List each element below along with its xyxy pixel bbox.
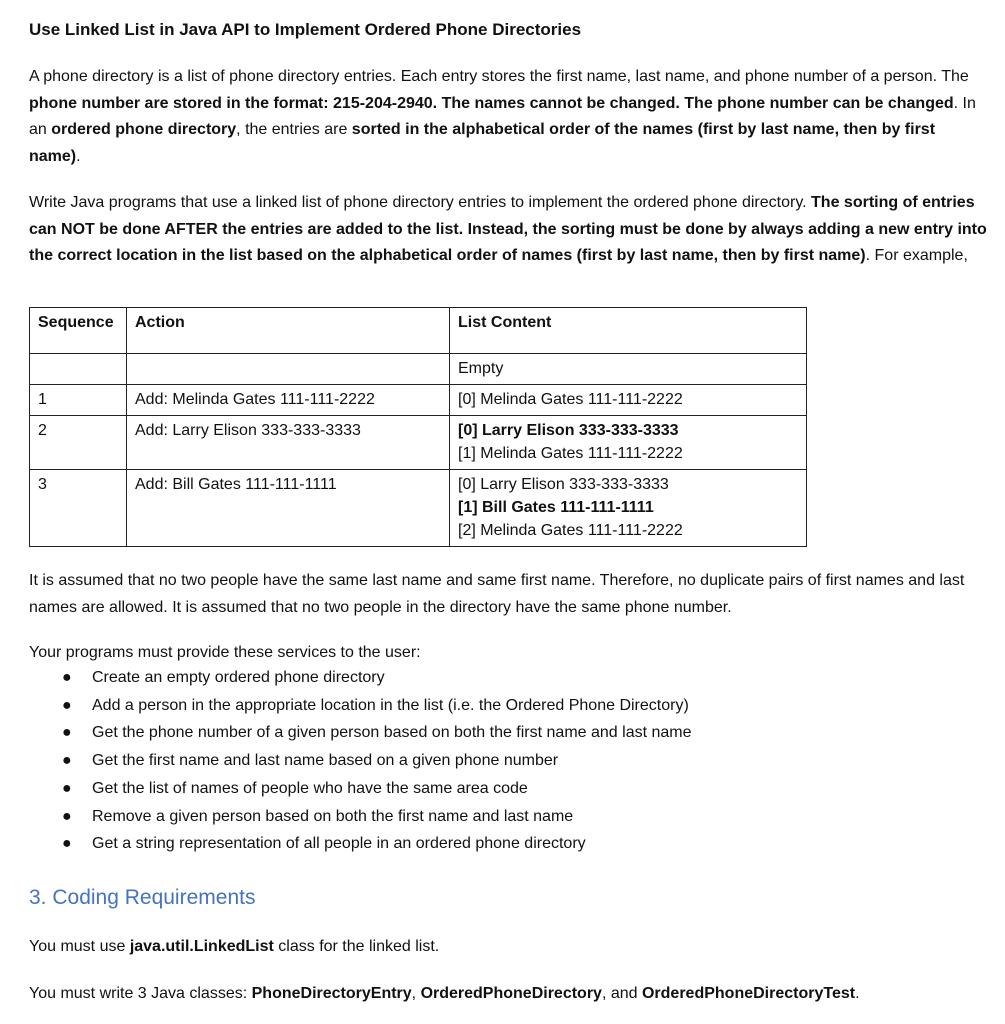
list-item xyxy=(62,692,692,720)
linkedlist-text-2: class for the linked list. xyxy=(273,938,440,955)
table-row xyxy=(30,416,807,470)
header-sequence: Sequence xyxy=(30,308,127,354)
cell-content xyxy=(450,470,807,547)
cell-action: Add: Melinda Gates 111-111-2222 xyxy=(127,385,450,416)
bullet-icon: ● xyxy=(62,696,72,714)
bullet-icon: ● xyxy=(62,669,72,686)
service-text: Get the list of names of people who have the same area code xyxy=(92,779,528,797)
bullet-icon: ● xyxy=(62,724,72,742)
service-text: Create an empty ordered phone directory xyxy=(92,669,385,686)
intro-text-3: , the entries are xyxy=(236,121,352,138)
bullet-icon: ● xyxy=(62,779,72,797)
requirement-paragraph xyxy=(29,190,987,270)
services-list xyxy=(62,664,692,858)
linkedlist-text-1: You must use xyxy=(29,938,130,955)
intro-bold-1: phone number are stored in the format: 215-204-2940. The names cannot be changed. The phone number can be changed xyxy=(29,94,954,112)
cell-sequence xyxy=(30,354,127,385)
content-line-highlight: [0] Larry Elison 333-333-3333 xyxy=(458,422,679,439)
content-line: [0] Melinda Gates 111-111-2222 xyxy=(458,391,683,408)
intro-bold-3: sorted in the alphabetical order of the names (first by last name, then by first name) xyxy=(29,121,936,165)
list-item xyxy=(62,830,692,858)
service-text: Add a person in the appropriate location in the list (i.e. the Ordered Phone Directory) xyxy=(92,696,689,714)
cell-sequence: 3 xyxy=(30,470,127,547)
list-item xyxy=(62,719,692,747)
assumption-paragraph: It is assumed that no two people have the same last name and same first name. Therefore, no duplicate pairs of first names and last names are allowed. It is assumed that no two people in the directory have the same phone number. xyxy=(29,572,965,616)
cell-action: Add: Bill Gates 111-111-1111 xyxy=(127,470,450,547)
list-item xyxy=(62,747,692,775)
cell-content xyxy=(450,416,807,470)
example-table xyxy=(29,307,807,547)
cell-content xyxy=(450,385,807,416)
bullet-icon: ● xyxy=(62,835,72,853)
services-intro: Your programs must provide these services to the user: xyxy=(29,644,421,661)
cell-sequence: 2 xyxy=(30,416,127,470)
linkedlist-class: java.util.LinkedList xyxy=(129,938,274,955)
classes-text-3: , and xyxy=(601,985,642,1002)
content-line: [0] Larry Elison 333-333-3333 xyxy=(458,476,669,493)
classes-paragraph xyxy=(29,981,987,1008)
table-header-row xyxy=(30,308,807,354)
intro-text-1: A phone directory is a list of phone directory entries. Each entry stores the first name, last name, and phone number of a person. The xyxy=(29,68,969,85)
classes-text-4: . xyxy=(855,985,860,1002)
cell-action: Add: Larry Elison 333-333-3333 xyxy=(127,416,450,470)
cell-sequence: 1 xyxy=(30,385,127,416)
list-item xyxy=(62,775,692,803)
classes-text-2: , xyxy=(411,985,421,1002)
intro-text-4: . xyxy=(76,147,81,165)
bullet-icon: ● xyxy=(62,752,72,770)
cell-content xyxy=(450,354,807,385)
intro-bold-2: ordered phone directory xyxy=(51,121,237,138)
linkedlist-paragraph xyxy=(29,934,987,961)
content-line: [1] Melinda Gates 111-111-2222 xyxy=(458,445,683,462)
class-phone-directory-entry: PhoneDirectoryEntry xyxy=(251,985,412,1002)
content-line: Empty xyxy=(458,360,504,377)
classes-text-1: You must write 3 Java classes: xyxy=(29,985,252,1002)
cell-action xyxy=(127,354,450,385)
list-item xyxy=(62,664,692,692)
requirement-text-2: . For example, xyxy=(865,247,968,264)
document-title: Use Linked List in Java API to Implement Ordered Phone Directories xyxy=(29,20,582,39)
class-ordered-phone-directory: OrderedPhoneDirectory xyxy=(420,985,602,1002)
bullet-icon: ● xyxy=(62,807,72,825)
intro-paragraph xyxy=(29,64,987,170)
service-text: Get the first name and last name based on a given phone number xyxy=(92,752,559,770)
service-text: Get the phone number of a given person based on both the first name and last name xyxy=(92,724,692,742)
content-line-highlight: [1] Bill Gates 111-111-1111 xyxy=(458,499,654,516)
service-text: Remove a given person based on both the first name and last name xyxy=(92,807,574,825)
content-line: [2] Melinda Gates 111-111-2222 xyxy=(458,522,683,539)
section-heading: 3. Coding Requirements xyxy=(29,886,256,909)
class-ordered-phone-directory-test: OrderedPhoneDirectoryTest xyxy=(641,985,856,1002)
service-text: Get a string representation of all people in an ordered phone directory xyxy=(92,835,586,853)
header-list-content: List Content xyxy=(450,308,807,354)
list-item xyxy=(62,803,692,831)
requirement-bold-1: The sorting of entries can NOT be done AFTER the entries are added to the list. Instead, the sorting must be done by always adding a new entry into the correct location in the list based on the alphabetical order of names (first by last name, then by first name) xyxy=(29,194,987,264)
table-row xyxy=(30,470,807,547)
table-row xyxy=(30,385,807,416)
intro-text-2: . In an xyxy=(29,94,976,138)
table-row xyxy=(30,354,807,385)
header-action: Action xyxy=(127,308,450,354)
requirement-text-1: Write Java programs that use a linked list of phone directory entries to implement the ordered phone directory. xyxy=(29,194,812,211)
